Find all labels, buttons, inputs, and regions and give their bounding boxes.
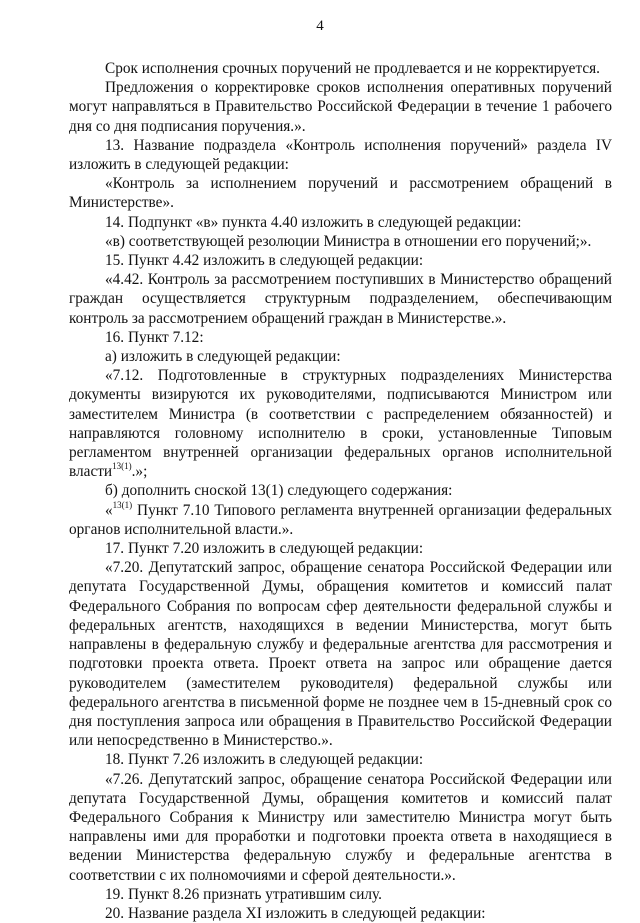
footnote-body: Пункт 7.10 Типового регламента внутренней организации федеральных органов исполнительной власти.».: [69, 501, 612, 538]
footnote-marker: 13(1): [112, 461, 132, 472]
paragraph-item-15-quote: «4.42. Контроль за рассмотрением поступивших в Министерство обращений граждан осуществляется структурным подразделением, обеспечивающим контроль за рассмотрением обращений граждан в Министерстве.».: [69, 271, 612, 327]
quote-open: «: [105, 501, 113, 519]
paragraph-item-14-quote: «в) соответствующей резолюции Министра в отношении его поручений;».: [105, 232, 592, 250]
footnote-marker: 13(1): [112, 499, 133, 510]
paragraph-item-15: 15. Пункт 4.42 изложить в следующей редакции:: [105, 252, 424, 270]
document-body: [69, 59, 612, 923]
paragraph-item-16-a: а) изложить в следующей редакции:: [105, 348, 341, 366]
paragraph-item-17-quote: «7.20. Депутатский запрос, обращение сенатора Российской Федерации или депутата Государственной Думы, обращения комитетов и комиссий палат Федерального Собрания по вопросам сфер деятельности федеральной службы и федеральных агентств, находящихся в ведении Министерства, могут быть направлены в федеральную службу и федеральные агентства для рассмотрения и подготовки проекта ответа. Проект ответа на запрос или обращение дается руководителем (заместителем руководителя) федеральной службы или федерального агентства в письменной форме не позднее чем в 15-дневный срок со дня поступления запроса или обращения в Правительство Российской Федерации или непосредственно в Министерство.».: [69, 559, 612, 750]
paragraph-item-18: 18. Пункт 7.26 изложить в следующей редакции:: [105, 751, 424, 769]
paragraph-item-13-quote: «Контроль за исполнением поручений и рассмотрением обращений в Министерстве».: [69, 175, 612, 212]
paragraph-item-19: 19. Пункт 8.26 признать утратившим силу.: [105, 885, 382, 903]
paragraph-item-14: 14. Подпункт «в» пункта 4.40 изложить в следующей редакции:: [105, 213, 522, 231]
paragraph-item-16: 16. Пункт 7.12:: [105, 328, 204, 346]
paragraph-item-16-b: б) дополнить сноской 13(1) следующего содержания:: [105, 482, 453, 500]
paragraph-item-16-quote: [69, 366, 612, 481]
paragraph-item-13: 13. Название подраздела «Контроль исполнения поручений» раздела IV изложить в следующей редакции:: [69, 136, 612, 174]
paragraph-urgent-orders: Срок исполнения срочных поручений не продлевается и не корректируется.: [105, 60, 600, 77]
paragraph-item-17: 17. Пункт 7.20 изложить в следующей редакции:: [105, 540, 424, 558]
paragraph-item-20: 20. Название раздела XI изложить в следующей редакции:: [105, 904, 486, 922]
paragraph-deadline-correction: Предложения о корректировке сроков исполнения оперативных поручений могут направляться в Правительство Российской Федерации в течение 1 рабочего дня со дня подписания поручения.».: [69, 79, 612, 135]
quote-text: «7.12. Подготовленные в структурных подразделениях Министерства документы визируются их руководителями, подписываются Министром или заместителем Министра (в соответствии с распределением обязанностей) и направляются головному исполнителю в сроки, установленные Типовым регламентом внутренней организации федеральных органов исполнительной власти: [69, 367, 612, 481]
page-number: 4: [316, 18, 324, 34]
quote-ending: .»;: [131, 463, 148, 481]
paragraph-item-18-quote: «7.26. Депутатский запрос, обращение сенатора Российской Федерации или депутата Государственной Думы, обращения комитетов и комиссий палат Федерального Собрания к Министру или заместителю Министра могут быть направлены ими для проработки и подготовки проекта ответа в находящиеся в ведении Министерства федеральную службу и федеральные агентства в соответствии с их полномочиями и сферой деятельности.».: [69, 770, 612, 884]
paragraph-footnote-text: [69, 501, 612, 539]
